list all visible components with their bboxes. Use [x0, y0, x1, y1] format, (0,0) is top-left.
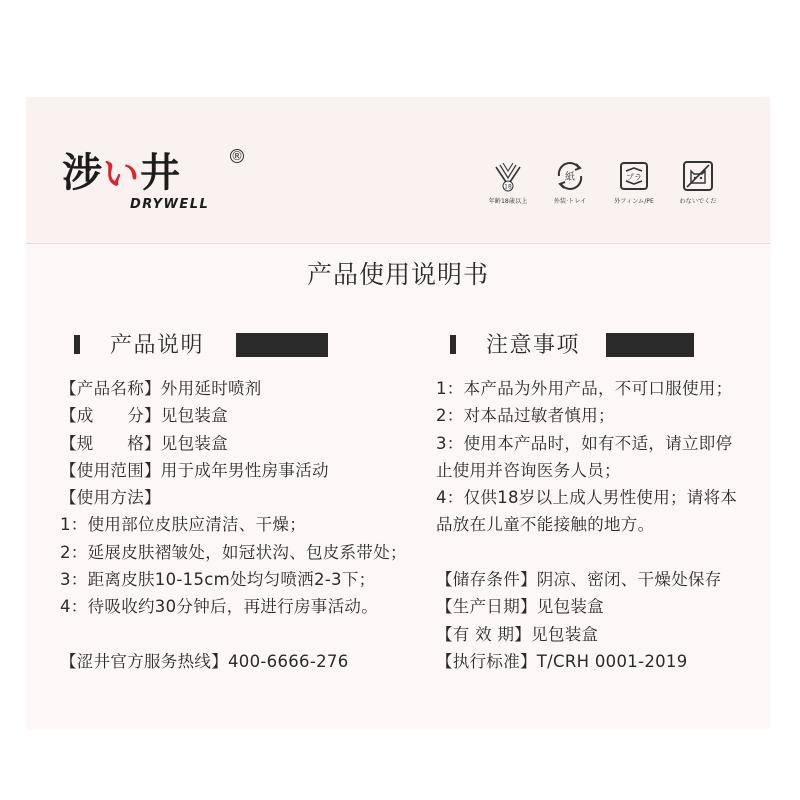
registered-mark: ® [231, 149, 243, 163]
keep-away-cat-icon [670, 159, 726, 205]
description-line: 2：延展皮肤褶皱处，如冠状沟、包皮系带处； [60, 542, 407, 562]
header-band [26, 97, 770, 244]
description-line: 3：距离皮肤10-15cm处均匀喷洒2-3下； [60, 570, 376, 590]
section-header [60, 329, 420, 363]
warning-icons [480, 159, 730, 219]
svg-text:18: 18 [504, 183, 512, 191]
precaution-line: 3：使用本产品时，如有不适，请立即停 [436, 433, 733, 453]
description-line: 【使用方法】 [60, 488, 161, 508]
redaction-bar [606, 333, 694, 357]
icon-caption: 外装·トレイ [553, 197, 587, 205]
storage-line: 【有 效 期】见包装盒 [436, 624, 599, 644]
svg-text:紙: 紙 [565, 172, 575, 183]
precaution-line: 4：仅供18岁以上成人男性使用；请将本 [436, 488, 738, 508]
paper-recycle-icon [542, 159, 598, 205]
logo-text: 涉い井 [62, 150, 182, 196]
document-title: 产品使用说明书 [306, 260, 489, 289]
redaction-bar [236, 333, 328, 357]
section-marker [450, 335, 456, 354]
precaution-line: 品放在儿童不能接触的地方。 [436, 515, 655, 535]
icon-caption: わないでくだ [679, 197, 717, 205]
description-line: 【产品名称】外用延时喷剂 [60, 379, 262, 398]
description-line: 1：使用部位皮肤应清洁、干燥； [60, 515, 306, 535]
precaution-lines [436, 375, 766, 675]
svg-text:プラ: プラ [626, 173, 642, 182]
brand-logo [62, 149, 252, 229]
icon-caption: 外フィンム/PE [614, 197, 654, 205]
description-line: 【成 分】见包装盒 [60, 406, 228, 426]
precautions-section [436, 329, 766, 671]
section-marker [74, 335, 80, 354]
plastic-recycle-icon [606, 159, 662, 205]
logo-accent-glyph: い [103, 154, 141, 195]
hotline: 【涩井官方服务热线】400-6666-276 [60, 651, 349, 671]
description-line: 【使用范围】用于成年男性房事活动 [60, 460, 329, 480]
precaution-line: 止使用并咨询医务人员； [436, 460, 621, 480]
icon-caption: 年齢18歳以上 [488, 197, 528, 205]
description-line: 4：待吸收约30分钟后，再进行房事活动。 [60, 597, 378, 617]
storage-line: 【储存条件】阴凉、密闭、干燥处保存 [436, 570, 722, 590]
age-restriction-18-icon [480, 159, 536, 205]
description-lines [60, 375, 420, 675]
logo-subtitle: DRYWELL [130, 197, 210, 212]
precaution-line: 1：本产品为外用产品，不可口服使用； [436, 379, 733, 398]
section-header [436, 329, 766, 363]
storage-line: 【生产日期】见包装盒 [436, 597, 604, 617]
precaution-line: 2：对本品过敏者慎用； [436, 406, 615, 426]
section-title: 产品说明 [110, 333, 205, 358]
storage-line: 【执行标准】T/CRH 0001-2019 [436, 651, 688, 671]
instruction-card [26, 97, 770, 729]
description-line: 【规 格】见包装盒 [60, 433, 228, 453]
product-description-section [60, 329, 420, 671]
section-title: 注意事项 [486, 333, 581, 358]
